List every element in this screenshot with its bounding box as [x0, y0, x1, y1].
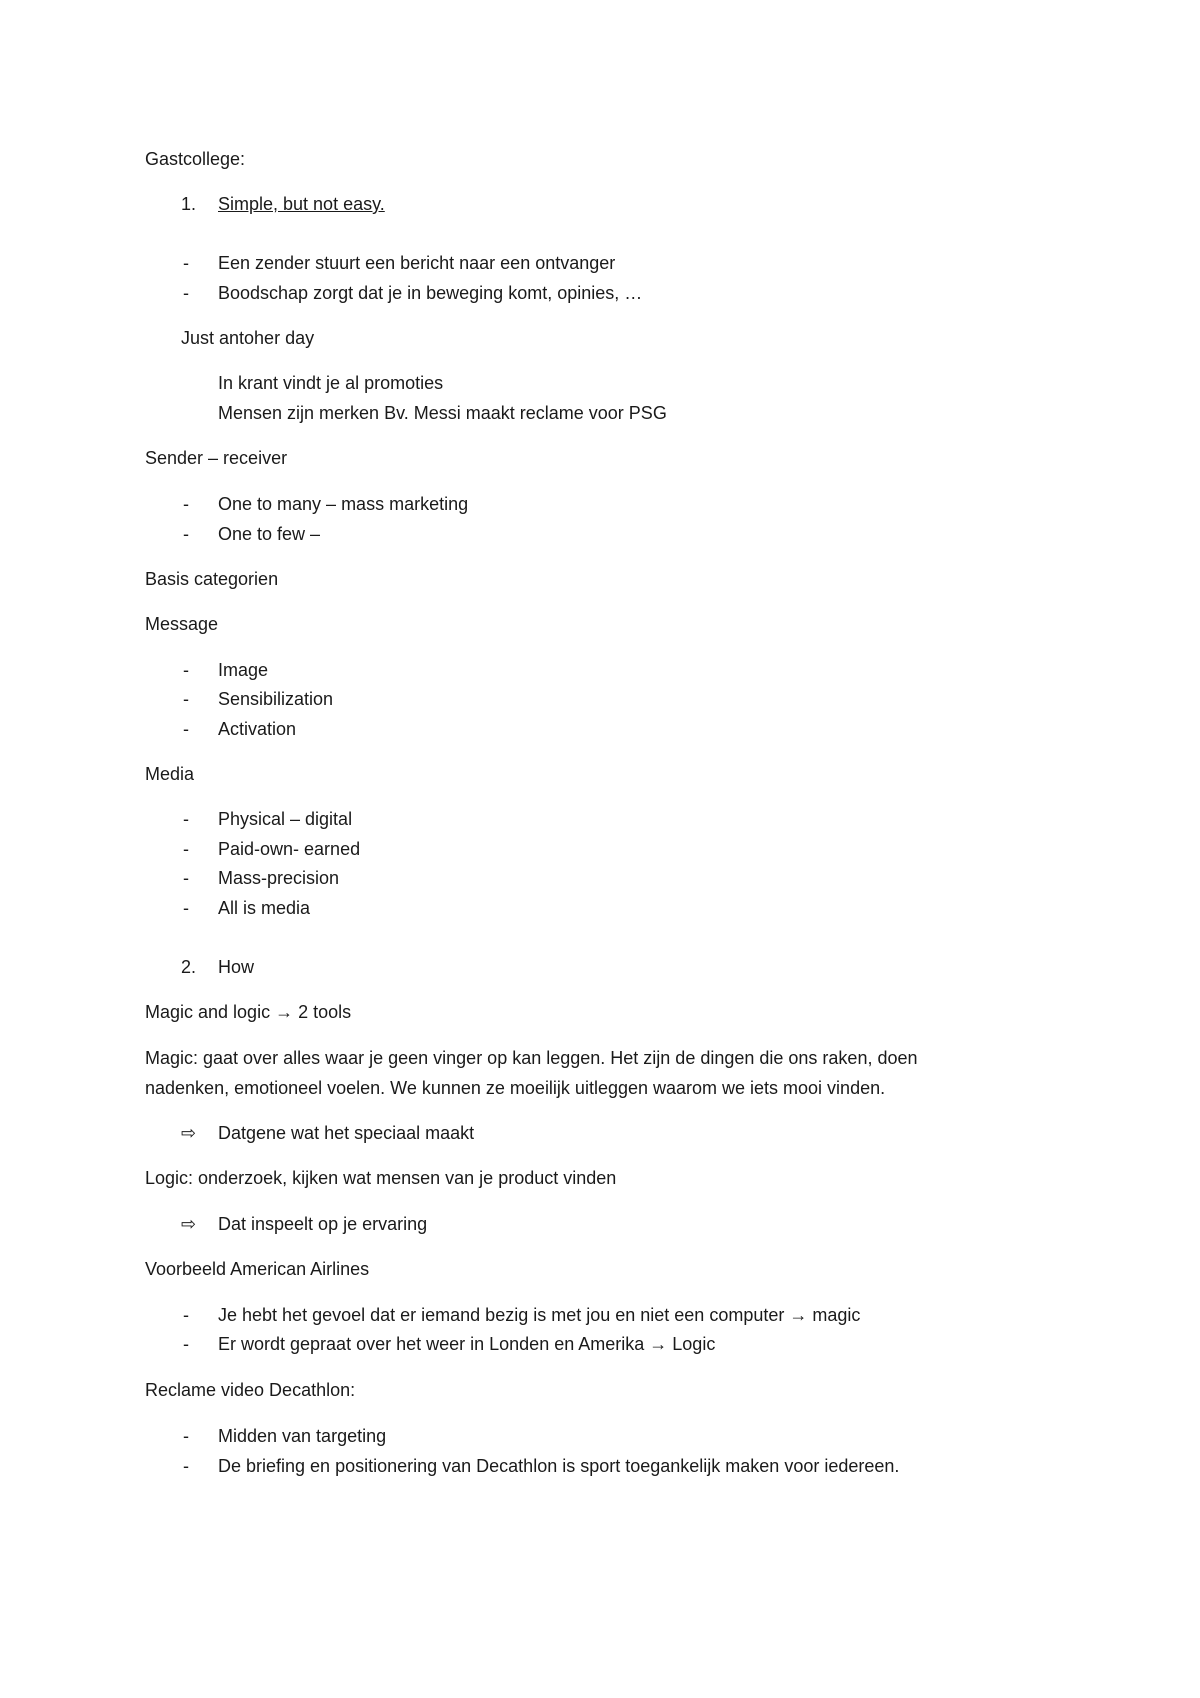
list-item: Midden van targeting [218, 1426, 387, 1446]
hollow-arrow-icon: ⇨ [181, 1123, 197, 1143]
list-item: Activation [218, 719, 297, 739]
paragraph: Voorbeeld American Airlines [145, 1259, 370, 1279]
paragraph: Magic: gaat over alles waar je geen vinger op kan leggen. Het zijn de dingen die ons raken, doen [145, 1048, 918, 1068]
text-span: Er wordt gepraat over het weer in Londen en Amerika [218, 1334, 645, 1354]
arrow-right-icon: → [275, 1002, 294, 1022]
text-span: Je hebt het gevoel dat er iemand bezig is met jou en niet een computer [218, 1305, 785, 1325]
bullet-dash: - [183, 1456, 189, 1476]
bullet-dash: - [183, 868, 189, 888]
list-item: Physical – digital [218, 809, 353, 829]
hollow-arrow-icon: ⇨ [181, 1214, 197, 1234]
text-span: magic [812, 1305, 861, 1325]
bullet-dash: - [183, 839, 189, 859]
bullet-dash: - [183, 494, 189, 514]
paragraph: Message [145, 614, 219, 634]
paragraph: Reclame video Decathlon: [145, 1380, 356, 1400]
list-item: Dat inspeelt op je ervaring [218, 1214, 428, 1234]
list-item: One to few – [218, 524, 321, 544]
bullet-dash: - [183, 1426, 189, 1446]
list-item: One to many – mass marketing [218, 494, 469, 514]
list-item: Paid-own- earned [218, 839, 361, 859]
bullet-dash: - [183, 1334, 189, 1354]
bullet-dash: - [183, 1305, 189, 1325]
text-span: 2 tools [298, 1002, 352, 1022]
bullet-dash: - [183, 689, 189, 709]
list-item: All is media [218, 898, 311, 918]
paragraph: Basis categorien [145, 569, 279, 589]
list-item: Datgene wat het speciaal maakt [218, 1123, 475, 1143]
section-heading-2: How [218, 957, 255, 977]
arrow-right-icon: → [789, 1305, 808, 1325]
section-number-2: 2. [181, 957, 197, 977]
bullet-dash: - [183, 660, 189, 680]
list-item: Een zender stuurt een bericht naar een ontvanger [218, 253, 616, 273]
list-item: Sensibilization [218, 689, 334, 709]
list-item: Image [218, 660, 269, 680]
paragraph: Logic: onderzoek, kijken wat mensen van je product vinden [145, 1168, 617, 1188]
list-item: Mass-precision [218, 868, 340, 888]
list-item [218, 1304, 860, 1326]
paragraph [145, 1001, 351, 1023]
arrow-right-icon: → [649, 1334, 668, 1354]
paragraph: Sender – receiver [145, 448, 288, 468]
bullet-dash: - [183, 719, 189, 739]
list-item: De briefing en positionering van Decathlon is sport toegankelijk maken voor iedereen. [218, 1456, 900, 1476]
bullet-dash: - [183, 283, 189, 303]
paragraph: Just antoher day [181, 328, 315, 348]
bullet-dash: - [183, 253, 189, 273]
bullet-dash: - [183, 524, 189, 544]
paragraph: Media [145, 764, 195, 784]
paragraph: In krant vindt je al promoties [218, 373, 444, 393]
text-span: Logic [672, 1334, 716, 1354]
paragraph: nadenken, emotioneel voelen. We kunnen ze moeilijk uitleggen waarom we iets mooi vinden. [145, 1078, 886, 1098]
section-heading-1: Simple, but not easy. [218, 194, 385, 214]
list-item [218, 1333, 715, 1355]
list-item: Boodschap zorgt dat je in beweging komt, opinies, … [218, 283, 643, 303]
bullet-dash: - [183, 898, 189, 918]
section-number-1: 1. [181, 194, 197, 214]
doc-title: Gastcollege: [145, 149, 246, 169]
text-span: Magic and logic [145, 1002, 271, 1022]
paragraph: Mensen zijn merken Bv. Messi maakt reclame voor PSG [218, 403, 667, 423]
bullet-dash: - [183, 809, 189, 829]
